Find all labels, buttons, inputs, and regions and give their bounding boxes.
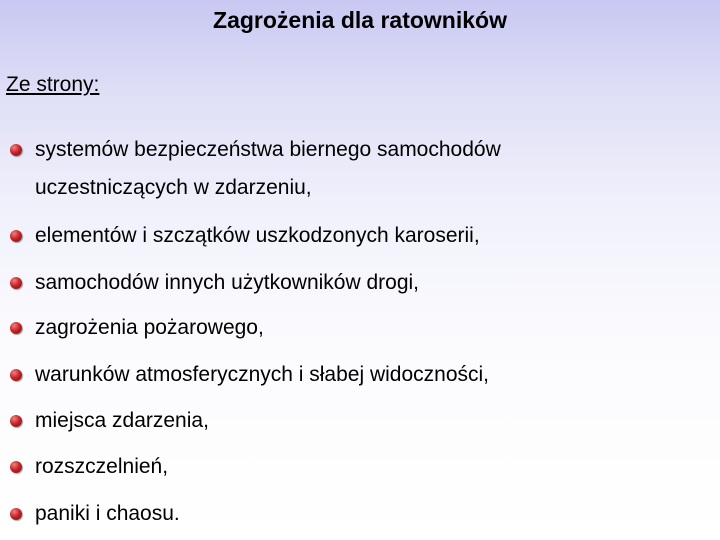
list-item-text: rozszczelnień, bbox=[35, 455, 169, 478]
list-item bbox=[35, 454, 168, 480]
red-sphere-bullet-icon bbox=[10, 277, 22, 289]
red-sphere-bullet-icon bbox=[10, 508, 22, 520]
red-sphere-bullet-icon bbox=[10, 144, 22, 156]
red-sphere-bullet-icon bbox=[10, 461, 22, 473]
list-item-text: warunków atmosferycznych i słabej widoczności, bbox=[35, 363, 490, 386]
list-item bbox=[35, 137, 501, 199]
red-sphere-bullet-icon bbox=[10, 230, 22, 242]
slide-title: Zagrożenia dla ratowników bbox=[213, 7, 507, 33]
list-item-text: paniki i chaosu. bbox=[35, 502, 180, 525]
list-item bbox=[35, 223, 480, 249]
list-item bbox=[35, 408, 209, 434]
list-item-text-continuation: uczestniczących w zdarzeniu, bbox=[35, 176, 312, 199]
list-item bbox=[35, 362, 489, 388]
section-heading: Ze strony: bbox=[6, 73, 100, 96]
list-item bbox=[35, 270, 419, 296]
list-item bbox=[35, 501, 180, 527]
red-sphere-bullet-icon bbox=[10, 322, 22, 334]
list-item-text: samochodów innych użytkowników drogi, bbox=[35, 271, 420, 294]
list-item-text: miejsca zdarzenia, bbox=[35, 409, 209, 432]
list-item bbox=[35, 315, 264, 341]
red-sphere-bullet-icon bbox=[10, 369, 22, 381]
red-sphere-bullet-icon bbox=[10, 415, 22, 427]
list-item-text: systemów bezpieczeństwa biernego samochodów bbox=[35, 138, 501, 161]
list-item-text: elementów i szczątków uszkodzonych karoserii, bbox=[35, 224, 480, 247]
list-item-text: zagrożenia pożarowego, bbox=[35, 316, 264, 339]
